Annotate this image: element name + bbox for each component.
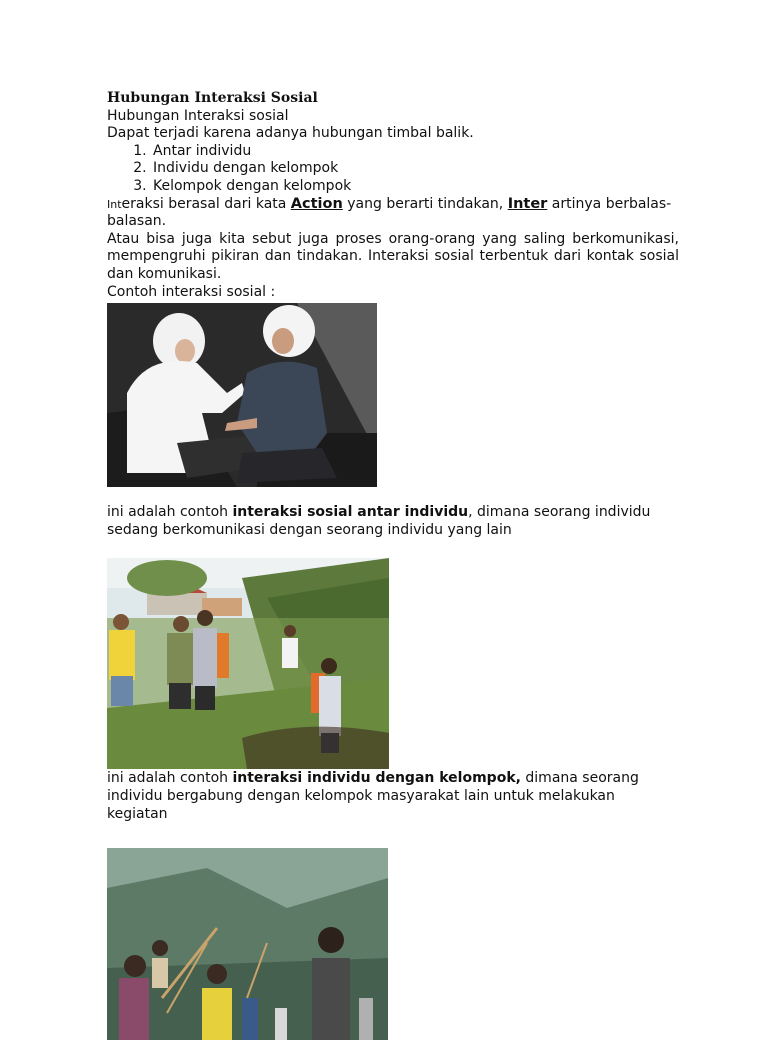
explanation-paragraph: Atau bisa juga kita sebut juga proses orang-orang yang saling berkomunikasi, mempengruhi pikiran dan tindakan. Interaksi sosial terbentuk dari kontak sosial dan komunikasi.: [107, 230, 679, 282]
list-item: 2. Individu dengan kelompok: [151, 160, 679, 178]
list-item: 1. Antar individu: [151, 143, 679, 161]
caption2-bold: interaksi individu dengan kelompok,: [232, 770, 521, 787]
caption1-post: , dimana seorang individu sedang berkomunikasi dengan seorang individu yang lain: [107, 504, 651, 538]
interaction-types-list: [107, 143, 679, 196]
caption-individual: [107, 504, 679, 539]
caption-individual-group: [107, 770, 679, 823]
caption1-bold: interaksi sosial antar individu: [232, 504, 469, 521]
inter-keyword: Inter: [507, 195, 548, 212]
definition-prefix-rest: eraksi berasal dari kata: [121, 195, 291, 212]
intro-text: Dapat terjadi karena adanya hubungan timbal balik.: [107, 125, 474, 142]
definition-end: artinya berbalas-balasan.: [107, 195, 672, 230]
definition-text: [107, 196, 679, 231]
definition-mid: yang berarti tindakan,: [342, 195, 508, 212]
document-body: [107, 90, 679, 1040]
photo-group-conflict: [107, 848, 388, 1040]
subheading: Hubungan Interaksi sosial: [107, 107, 289, 124]
photo-two-women: [107, 303, 377, 487]
definition-prefix-small: Int: [107, 197, 122, 211]
photo-group-work: [107, 558, 389, 769]
caption2-post: dimana seorang individu bergabung dengan kelompok masyarakat lain untuk melakukan kegiatan: [107, 770, 639, 822]
document-heading: Hubungan Interaksi Sosial: [107, 90, 318, 106]
action-keyword: Action: [290, 195, 343, 212]
list-item: 3. Kelompok dengan kelompok: [151, 178, 679, 196]
examples-label: Contoh interaksi sosial :: [107, 283, 276, 300]
caption2-pre: ini adalah contoh: [107, 770, 233, 787]
caption1-pre: ini adalah contoh: [107, 504, 233, 521]
